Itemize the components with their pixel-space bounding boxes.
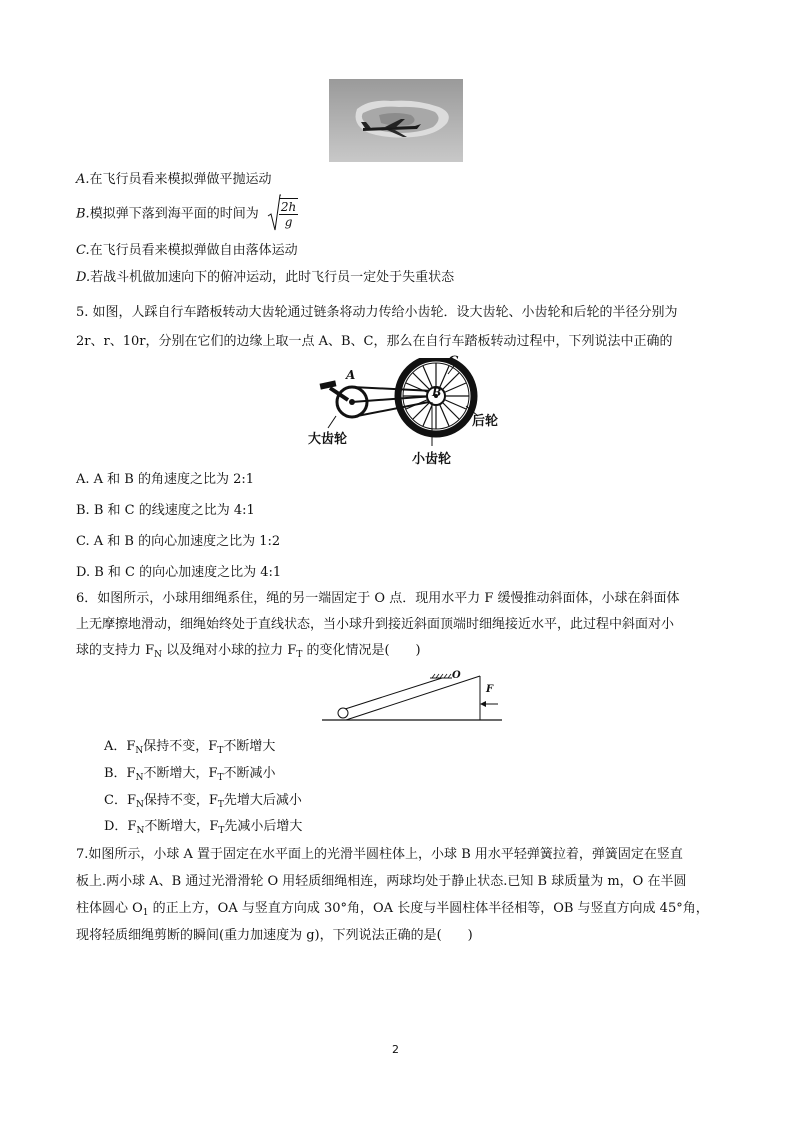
q6-opt-c-sub1: N [135, 800, 144, 810]
q6-opt-c-sub2: T [217, 800, 224, 810]
q6-opt-c-suffix: 先增大后减小 [223, 793, 302, 808]
q4-option-c [76, 241, 298, 261]
q6-option-c [104, 791, 302, 815]
q5-option-b: B. B 和 C 的线速度之比为 4:1 [76, 503, 255, 518]
q6-opt-b-sub1: N [135, 773, 144, 783]
q6-sub-t: T [296, 650, 303, 660]
q4-option-c-text: 在飞行员看来模拟弹做自由落体运动 [89, 243, 298, 258]
fig-label-o: O [452, 670, 461, 681]
q6-opt-c-prefix: C．F [104, 793, 136, 808]
q6-opt-a-prefix: A．F [104, 739, 136, 754]
q6-opt-a-sub1: N [135, 746, 144, 756]
q4-option-a [76, 170, 272, 190]
bicycle-gear-figure [306, 354, 506, 470]
q6-opt-d-mid: 不断增大，F [144, 819, 219, 834]
fraction-denominator: g [284, 215, 293, 229]
q6-option-d [104, 817, 302, 841]
incline-figure [322, 668, 502, 728]
q4-option-b-text: 模拟弹下落到海平面的时间为 [89, 206, 259, 222]
q6-opt-a-suffix: 不断增大 [223, 739, 276, 754]
q7-line1: 7.如图所示，小球 A 置于固定在水平面上的光滑半圆柱体上，小球 B 用水平轻弹簧拉着，弹簧固定在竖直 [76, 847, 683, 862]
q4-option-b [76, 196, 298, 234]
q4-option-d [76, 268, 454, 288]
fig-label-rear-wheel: 后轮 [472, 414, 499, 429]
q6-opt-b-mid: 不断增大，F [143, 766, 218, 781]
q7-line4: 现将轻质细绳剪断的瞬间(重力加速度为 g)，下列说法正确的是( ) [76, 928, 473, 943]
q7-line3-sub: 1 [142, 908, 149, 918]
q6-opt-b-prefix: B．F [104, 766, 136, 781]
q4-option-d-label: D. [76, 270, 91, 285]
fig-label-small-gear: 小齿轮 [412, 452, 452, 467]
q6-opt-b-sub2: T [217, 773, 224, 783]
q6-stem-line2: 上无摩擦地滑动，细绳始终处于直线状态，当小球升到接近斜面顶端时细绳接近水平，此过程中斜面对小 [76, 617, 675, 632]
q7-line3-a: 柱体圆心 O [76, 901, 143, 916]
q6-stem-line3-b: 以及绳对小球的拉力 F [162, 643, 297, 658]
q6-stem-line3-a: 球的支持力 F [76, 643, 155, 658]
fig-label-b: B [432, 386, 442, 399]
q4-option-a-text: 在飞行员看来模拟弹做平抛运动 [89, 172, 272, 187]
q4-option-b-label: B. [76, 206, 90, 222]
fig-label-c: C [448, 354, 459, 369]
fig-label-f: F [486, 684, 494, 695]
q7-line3 [76, 899, 709, 923]
q6-opt-c-mid: 保持不变，F [143, 793, 218, 808]
sqrt-fraction [279, 198, 298, 229]
q6-opt-d-prefix: D．F [104, 819, 137, 834]
q4-option-a-label: A. [76, 172, 90, 187]
q7-line2: 板上.两小球 A、B 通过光滑滑轮 O 用轻质细绳相连，两球均处于静止状态.已知 B 球质量为 m，O 在半圆 [76, 874, 687, 889]
q6-stem-line1: 6．如图所示，小球用细绳系住，绳的另一端固定于 O 点．现用水平力 F 缓慢推动斜面体，小球在斜面体 [76, 591, 680, 606]
q6-sub-n: N [154, 650, 163, 660]
q6-option-b [104, 764, 276, 788]
q4-option-d-text: 若战斗机做加速向下的俯冲运动，此时飞行员一定处于失重状态 [90, 270, 455, 285]
q6-opt-d-sub1: N [136, 826, 145, 836]
fraction-numerator: 2h [280, 200, 297, 214]
q5-option-d: D. B 和 C 的向心加速度之比为 4:1 [76, 565, 282, 580]
fig-label-a: A [346, 368, 356, 382]
q4-option-c-label: C. [76, 243, 90, 258]
q6-option-a [104, 737, 275, 761]
q5-option-a: A. A 和 B 的角速度之比为 2:1 [76, 472, 255, 487]
q5-stem-line1: 5. 如图，人踩自行车踏板转动大齿轮通过链条将动力传给小齿轮．设大齿轮、小齿轮和后轮的半径分别为 [76, 305, 678, 320]
bomber-photo [329, 79, 463, 162]
q5-stem-line2: 2r、r、10r，分别在它们的边缘上取一点 A、B、C，那么在自行车踏板转动过程中，下列说法中正确的 [76, 334, 673, 349]
q6-opt-b-suffix: 不断减小 [223, 766, 276, 781]
q6-opt-d-suffix: 先减小后增大 [224, 819, 303, 834]
q5-option-c: C. A 和 B 的向心加速度之比为 1:2 [76, 534, 281, 549]
q6-opt-a-sub2: T [217, 746, 224, 756]
q6-stem-line3 [76, 641, 421, 665]
page-number: 2 [392, 1043, 399, 1056]
q7-line3-b: 的正上方，OA 与竖直方向成 30°角，OA 长度与半圆柱体半径相等，OB 与竖直方向成 45°角， [148, 901, 709, 916]
q6-opt-a-mid: 保持不变，F [143, 739, 218, 754]
sqrt-expression [267, 196, 298, 232]
fig-label-big-gear: 大齿轮 [308, 432, 348, 447]
q6-stem-line3-c: 的变化情况是( ) [302, 643, 421, 658]
q6-opt-d-sub2: T [218, 826, 225, 836]
